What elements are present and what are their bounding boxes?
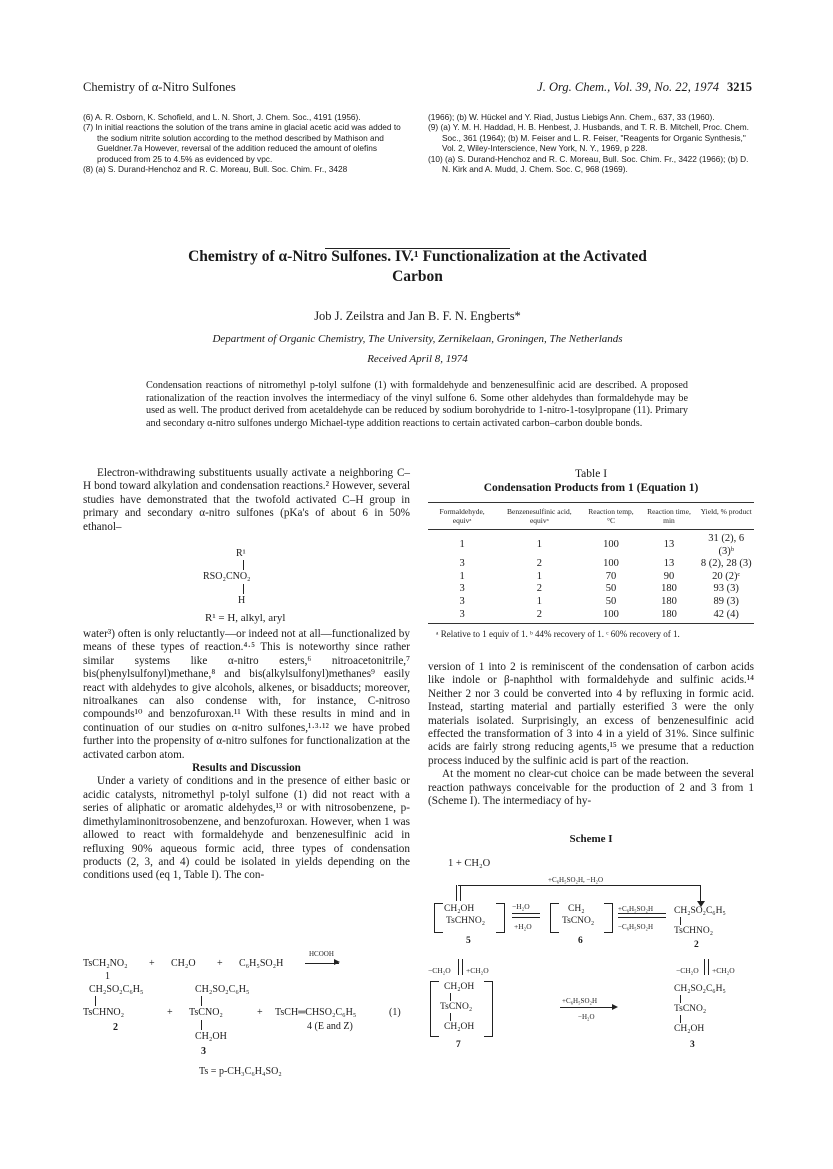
arrow-label: +H₂O: [514, 922, 532, 931]
compound-3-middle: TsCNO₂: [674, 1004, 707, 1014]
bond-line: [243, 584, 244, 594]
table-cell: 180: [640, 609, 699, 624]
table-cell: 180: [661, 595, 677, 607]
equilibrium-arrow: [512, 913, 540, 914]
arrow-label: −CH₂O: [428, 966, 451, 975]
table-cell: 100: [603, 539, 619, 551]
bracket-left: [550, 903, 559, 933]
reaction-condition: HCOOH: [309, 950, 334, 958]
table-cell: 50: [605, 595, 617, 607]
table-row: [428, 558, 754, 571]
label-3: 3: [201, 1046, 206, 1057]
right-column-body: [428, 661, 754, 808]
left-column-intro: [83, 467, 410, 534]
table-cell: 2: [536, 583, 542, 595]
reference-item: (10) (a) S. Durand-Henchoz and R. C. Moreau, Bull. Soc. Chim. Fr., 3422 (1966); (b) D. N. Kirk and A. Mudd, J. Chem. Soc. C, 968 (1969).: [428, 153, 749, 175]
table-cell: 1: [459, 570, 465, 582]
table-cell: 50: [605, 583, 617, 595]
arrow-head: [612, 1004, 618, 1010]
reference-item: (1966); (b) W. Hückel and Y. Riad, Justus Liebigs Ann. Chem., 637, 33 (1960).: [428, 112, 715, 122]
column-header: Benzenesulfinic acid, equivᵃ: [496, 503, 582, 530]
table-number: Table I: [574, 468, 608, 480]
column-header: Reaction time, min: [640, 503, 699, 530]
paragraph: Electron-withdrawing substituents usually activate a neighboring C–H bond toward alkylation and condensation reactions.² However, several studies have demonstrated that the twofold activated C–H group in primary and secondary α-nitro sulfones (pKa's of about 6 in 50% ethanol–: [83, 467, 410, 533]
product-3-middle: TsCNO₂: [189, 1007, 223, 1018]
arrow-label: −H₂O: [512, 902, 530, 911]
compound-5-bottom: TsCHNO₂: [446, 916, 486, 926]
label-3: 3: [690, 1040, 695, 1050]
left-column-body: [83, 628, 410, 883]
label-4: 4 (E and Z): [307, 1021, 353, 1032]
table-title: Condensation Products from 1 (Equation 1): [483, 482, 699, 494]
bracket-right: [484, 981, 493, 1037]
table-cell: 70: [605, 570, 617, 582]
column-header: Reaction temp, °C: [582, 503, 639, 530]
table-cell: 3: [459, 583, 465, 595]
compound-2-top: CH₂SO₂C₆H₅: [674, 906, 726, 916]
product-4: TsCH═CHSO₂C₆H₅: [275, 1007, 357, 1018]
bracket-left: [434, 903, 443, 933]
bracket-left: [430, 981, 439, 1037]
table-cell: 3: [459, 558, 465, 570]
bond-line: [450, 993, 451, 1001]
table-cell: 89 (3): [713, 595, 739, 607]
equilibrium-arrow: [618, 913, 666, 914]
journal-name: J. Org. Chem., Vol. 39, No. 22, 1974: [537, 80, 719, 94]
general-structure: [83, 548, 410, 638]
scheme-1: [428, 833, 754, 1083]
reference-item: (9) (a) Y. M. H. Haddad, H. B. Henbest, J. Husbands, and T. R. B. Mitchell, Proc. Chem. Soc., 361 (1964); (b) M. Feiser and L. R. Feiser, "Reagents for Organic Synthesis," Vol. 2, Wiley-Interscience, New York, N. Y., 1969, p 228.: [428, 122, 749, 154]
table-row: [428, 583, 754, 596]
table-cell: 100: [582, 609, 639, 624]
equilibrium-arrow: [704, 959, 705, 975]
compound-7-top: CH₂OH: [444, 982, 475, 992]
reference-item: (7) In initial reactions the solution of the trans amine in glacial acetic acid was added to the sodium nitrite solution according to the method described by Mathison and Gueldner.7a However, reversal of the addition reduced the amount of olefins produced from 25 to 4.5% as evidenced by vpc.: [83, 122, 401, 164]
title-line: Carbon: [392, 268, 443, 285]
bond-line: [243, 560, 244, 570]
compound-7-middle: TsCNO₂: [440, 1002, 473, 1012]
equilibrium-arrow: [458, 959, 459, 975]
abstract: Condensation reactions of nitromethyl p-tolyl sulfone (1) with formaldehyde and benzenesulfinic acid are described. A proposed rationalization of the reaction involves the intermediacy of the vinyl sulfone 6. Some other aldehydes than formaldehyde may be used as well. The product derived from acetaldehyde can be reduced by sodium borohydride to 1-nitro-1-tosylpropane (11). Primary and secondary α-nitro sulfones undergo Michael-type addition reactions to certain activated carbon–carbon double bonds.: [146, 380, 688, 429]
table-cell: 20 (2)ᶜ: [712, 570, 741, 582]
table-cell: 42 (4): [698, 609, 754, 624]
product-2-top: CH₂SO₂C₆H₅: [89, 984, 144, 995]
product-3-bottom: CH₂OH: [195, 1031, 227, 1042]
table-cell: 3: [459, 595, 465, 607]
section-heading: Results and Discussion: [192, 762, 301, 775]
article-title: [110, 247, 725, 287]
running-title: Chemistry of α-Nitro Sulfones: [83, 80, 236, 94]
paragraph: version of 1 into 2 is reminiscent of the condensation of carbon acids like indole or β-naphthol with formaldehyde and sulfinic acids.¹⁴ Neither 2 nor 3 could be converted into 4 by refluxing in formic acid. Instead, starting material and partially esterified 3 were the only materials isolated. Surprisingly, an excess of benzenesulfinic acid effected the transformation of 3 into 4 in a yield of 31%. Since sulfinic acids are fairly strong reducing agents,¹⁵ we presume that a reduction process induced by the sulfinic acid is part of the reaction.: [428, 661, 754, 767]
equilibrium-arrow: [708, 959, 709, 975]
arrow-line: [458, 885, 700, 886]
compound-7-bottom: CH₂OH: [444, 1022, 475, 1032]
table-cell: 1: [459, 539, 465, 551]
plus-sign: +: [149, 958, 155, 969]
references-right: [428, 112, 754, 174]
compound-2-bottom: TsCHNO₂: [674, 926, 714, 936]
received-date: Received April 8, 1974: [367, 353, 468, 365]
condensation-table: [428, 502, 754, 624]
bond-line: [95, 996, 96, 1006]
table-row: [428, 609, 754, 624]
compound-5-top: CH₂OH: [444, 904, 475, 914]
table-cell: 3: [428, 609, 496, 624]
reactant-sulfinic-acid: C₆H₅SO₂H: [239, 958, 284, 969]
arrow-label: +C₆H₅SO₂H, −H₂O: [548, 876, 603, 884]
scheme-title: Scheme I: [569, 833, 613, 845]
product-3-top: CH₂SO₂C₆H₅: [195, 984, 250, 995]
paragraph: water³) often is only reluctantly—or indeed not at all—functionalized by means of these types of reaction.⁴·⁵ This is noteworthy since rather similar systems like α-nitro esters,⁶ nitroacetonitrile,⁷ bis(phenylsulfonyl)methane,⁸ and bis(alkylsulfonyl)methanes⁹ easily react with aldehydes to give alcohols, alkenes, or bisadducts; moreover, nitroalkanes can also condense with, for instance, C-nitroso compounds¹⁰ and benzofuroxan.¹¹ With these results in mind and in continuation of our studies on α-nitro sulfones,¹·³·¹² we have probed further into the propensity of α-nitro sulfones for functionalization at the activated carbon atom.: [83, 628, 410, 761]
table-cell: 90: [663, 570, 675, 582]
table-row: [428, 530, 754, 559]
bracket-right: [496, 903, 505, 933]
arrow-label: +C₆H₅SO₂H: [618, 905, 653, 913]
arrow-label: +C₆H₅SO₂H: [562, 997, 597, 1005]
table-cell: 100: [603, 558, 619, 570]
bond-line: [450, 1013, 451, 1021]
bracket-right: [604, 903, 613, 933]
table-cell: 13: [663, 558, 675, 570]
journal-citation: [500, 80, 752, 95]
reference-item: (6) A. R. Osborn, K. Schofield, and L. N. Short, J. Chem. Soc., 4191 (1956).: [83, 112, 361, 122]
authors: Job J. Zeilstra and Jan B. F. N. Engberts*: [314, 309, 521, 323]
label-6: 6: [578, 936, 583, 946]
equilibrium-arrow: [462, 959, 463, 975]
scheme-start: 1 + CH₂O: [448, 858, 491, 869]
label-2: 2: [694, 940, 699, 950]
table-cell: 93 (3): [713, 583, 739, 595]
table-cell: 2: [536, 558, 542, 570]
equilibrium-arrow: [618, 917, 666, 918]
label-2: 2: [113, 1022, 118, 1033]
page-number: 3215: [727, 80, 752, 94]
table-caption: [428, 467, 754, 495]
bond-line: [680, 1015, 681, 1023]
label-1: 1: [105, 971, 110, 982]
column-header: Yield, % product: [698, 503, 754, 530]
equilibrium-arrow: [456, 885, 457, 901]
table-cell: 180: [661, 583, 677, 595]
reaction-arrow: [560, 1007, 616, 1008]
compound-3-top: CH₂SO₂C₆H₅: [674, 984, 726, 994]
table-cell: 2: [496, 609, 582, 624]
table-row: [428, 571, 754, 584]
compound-6-top: CH₂: [568, 904, 585, 914]
table-cell: 1: [536, 539, 542, 551]
arrow-head: [334, 959, 340, 965]
ts-definition: Ts = p-CH₃C₆H₄SO₂: [199, 1066, 282, 1077]
compound-3-bottom: CH₂OH: [674, 1024, 705, 1034]
arrow-label: +CH₂O: [712, 966, 735, 975]
references-left: [83, 112, 410, 174]
table-row: [428, 596, 754, 609]
table-cell: 8 (2), 28 (3): [700, 558, 752, 570]
bond-line: [680, 995, 681, 1003]
paragraph: Under a variety of conditions and in the presence of either basic or acidic catalysts, nitromethyl p-tolyl sulfone (1) did not react with a series of aliphatic or aromatic aldehydes,¹³ or with nitrosobenzene, p-dimethylaminonitrosobenzene, and benzofuroxan. However, when 1 was allowed to react with formaldehyde and benzenesulfinic acid in refluxing 90% aqueous formic acid, three types of condensation products (2, 3, and 4) could be isolated in yields depending on the conditions used (eq 1, Table I). The con-: [83, 775, 410, 882]
bond-line: [201, 996, 202, 1006]
equation-1: [83, 952, 413, 1087]
table-cell: 13: [663, 539, 675, 551]
table-cell: 1: [536, 595, 542, 607]
structure-h: H: [238, 595, 246, 606]
plus-sign: +: [167, 1007, 173, 1018]
bond-line: [201, 1020, 202, 1030]
arrow-label: +CH₂O: [466, 966, 489, 975]
reactant-1: TsCH₂NO₂: [83, 958, 128, 969]
equilibrium-arrow: [460, 885, 461, 901]
table-cell: 31 (2), 6 (3)ᵇ: [708, 533, 745, 557]
plus-sign: +: [257, 1007, 263, 1018]
affiliation: Department of Organic Chemistry, The University, Zernikelaan, Groningen, The Netherlands: [212, 333, 623, 345]
product-2-bottom: TsCHNO₂: [83, 1007, 125, 1018]
paragraph: At the moment no clear-cut choice can be made between the several reaction pathways conceivable for the production of 2 and 3 from 1 (Scheme I). The intermediacy of hy-: [428, 768, 754, 808]
reactant-ch2o: CH₂O: [171, 958, 196, 969]
label-5: 5: [466, 936, 471, 946]
structure-caption: R¹ = H, alkyl, aryl: [205, 612, 286, 624]
arrow-label: −C₆H₅SO₂H: [618, 923, 653, 931]
plus-sign: +: [217, 958, 223, 969]
equation-number: (1): [389, 1007, 401, 1018]
compound-6-bottom: TsCNO₂: [562, 916, 595, 926]
table-footnote: ᵃ Relative to 1 equiv of 1. ᵇ 44% recovery of 1. ᶜ 60% recovery of 1.: [436, 629, 680, 639]
table-cell: 1: [536, 570, 542, 582]
bond-line: [680, 917, 681, 925]
label-7: 7: [456, 1040, 461, 1050]
equilibrium-arrow: [512, 917, 540, 918]
arrow-label: −CH₂O: [676, 966, 699, 975]
reference-item: (8) (a) S. Durand-Henchoz and R. C. Moreau, Bull. Soc. Chim. Fr., 3428: [83, 164, 348, 175]
column-header: Formaldehyde, equivᵃ: [428, 503, 496, 530]
table-header-row: [428, 503, 754, 530]
arrow-label: −H₂O: [578, 1013, 595, 1021]
title-line: Chemistry of α-Nitro Sulfones. IV.¹ Functionalization at the Activated: [188, 248, 647, 265]
structure-r1: R¹: [236, 548, 246, 559]
structure-core: RSO₂CNO₂: [203, 571, 251, 582]
